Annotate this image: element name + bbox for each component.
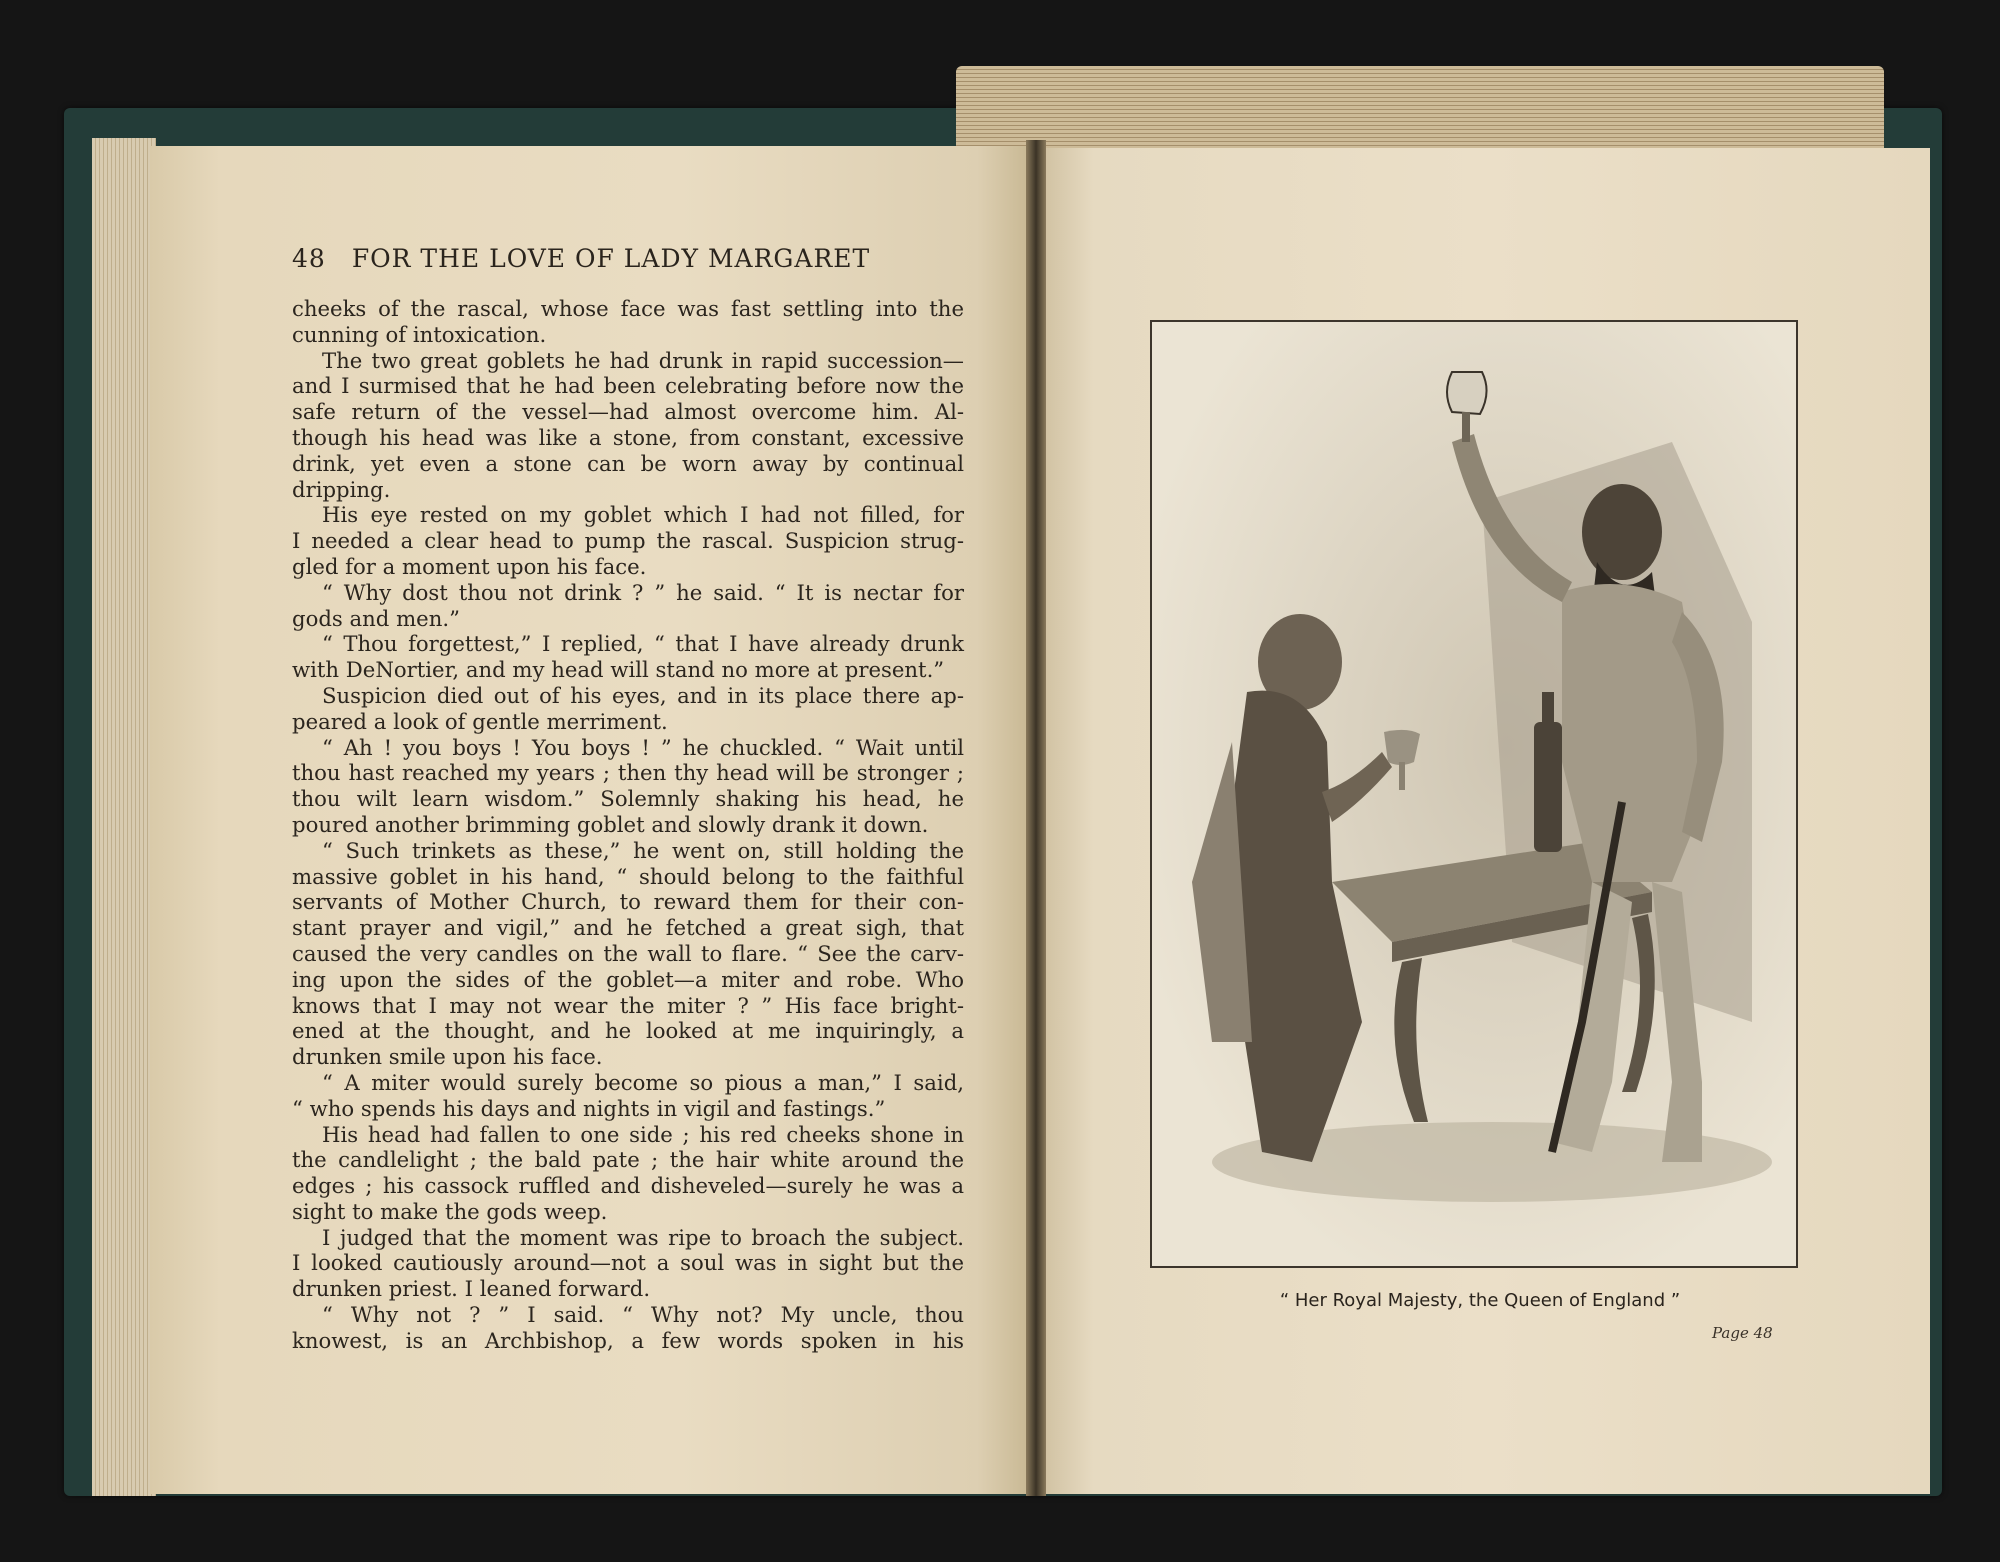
text-line: gods and men.”	[292, 605, 460, 631]
illustration-plate	[1150, 320, 1798, 1268]
text-line: dripping.	[292, 476, 391, 502]
page-edges-left	[92, 138, 156, 1496]
text-line: “ who spends his days and nights in vigil and fastings.”	[292, 1095, 886, 1121]
text-line: “ Thou forgettest,” I replied, “ that I have already drunk	[322, 631, 964, 657]
book-gutter	[1026, 140, 1046, 1496]
text-line: drunken priest. I leaned forward.	[292, 1276, 651, 1302]
text-line: peared a look of gentle merriment.	[292, 708, 668, 734]
text-line: servants of Mother Church, to reward them for their con-	[292, 889, 964, 915]
text-line: “ Ah ! you boys ! You boys ! ” he chuckled. “ Wait until	[322, 734, 964, 760]
text-line: thou hast reached my years ; then thy head will be stronger ;	[292, 760, 964, 786]
text-line: His eye rested on my goblet which I had not filled, for	[322, 502, 964, 528]
text-line: knows that I may not wear the miter ? ” His face bright-	[292, 992, 964, 1018]
text-line: cheeks of the rascal, whose face was fast settling into the	[292, 296, 964, 321]
text-line: though his head was like a stone, from constant, excessive	[292, 424, 964, 450]
text-line: sight to make the gods weep.	[292, 1198, 608, 1224]
illustration-caption: “ Her Royal Majesty, the Queen of England ”	[1279, 1290, 1681, 1311]
text-line: the candlelight ; the bald pate ; the hair white around the	[292, 1147, 964, 1173]
text-line: poured another brimming goblet and slowly drank it down.	[292, 811, 929, 837]
text-line: safe return of the vessel—had almost overcome him. Al-	[292, 399, 964, 425]
text-line: and I surmised that he had been celebrating before now the	[292, 373, 964, 399]
text-line: “ Why not ? ” I said. “ Why not? My uncle, thou	[322, 1302, 964, 1328]
text-line: His head had fallen to one side ; his red cheeks shone in	[322, 1121, 964, 1147]
text-line: ing upon the sides of the goblet—a miter and robe. Who	[292, 966, 964, 992]
page-edges-top	[956, 66, 1884, 150]
text-line: The two great goblets he had drunk in rapid succession—	[322, 347, 964, 373]
text-line: edges ; his cassock ruffled and disheveled—surely he was a	[292, 1173, 964, 1199]
text-line: gled for a moment upon his face.	[292, 553, 647, 579]
text-line: drink, yet even a stone can be worn away by continual	[292, 450, 964, 476]
text-line: knowest, is an Archbishop, a few words spoken in his	[292, 1327, 964, 1353]
running-head	[292, 244, 870, 273]
page-number: 48	[292, 244, 326, 273]
text-line: “ A miter would surely become so pious a man,” I said,	[322, 1069, 964, 1095]
text-line: caused the very candles on the wall to flare. “ See the carv-	[292, 940, 964, 966]
running-head-title: FOR THE LOVE OF LADY MARGARET	[351, 244, 871, 273]
text-line: with DeNortier, and my head will stand no more at present.”	[292, 657, 945, 683]
text-line: cunning of intoxication.	[292, 321, 547, 347]
text-line: massive goblet in his hand, “ should belong to the faithful	[292, 863, 964, 889]
body-text	[292, 296, 964, 1354]
plate-page-reference: Page 48	[1712, 1324, 1773, 1342]
text-line: “ Why dost thou not drink ? ” he said. “ It is nectar for	[322, 579, 964, 605]
text-line: thou wilt learn wisdom.” Solemnly shaking his head, he	[292, 786, 964, 812]
text-line: I needed a clear head to pump the rascal. Suspicion strug-	[292, 528, 964, 554]
text-line: I judged that the moment was ripe to broach the subject.	[322, 1224, 964, 1250]
text-line: Suspicion died out of his eyes, and in its place there ap-	[322, 682, 964, 708]
text-line: ened at the thought, and he looked at me inquiringly, a	[292, 1018, 964, 1044]
illustration-drawing	[1152, 322, 1796, 1266]
text-line: I looked cautiously around—not a soul was in sight but the	[292, 1250, 964, 1276]
text-line: drunken smile upon his face.	[292, 1044, 603, 1070]
text-line: stant prayer and vigil,” and he fetched a great sigh, that	[292, 915, 964, 941]
text-line: “ Such trinkets as these,” he went on, still holding the	[322, 837, 964, 863]
